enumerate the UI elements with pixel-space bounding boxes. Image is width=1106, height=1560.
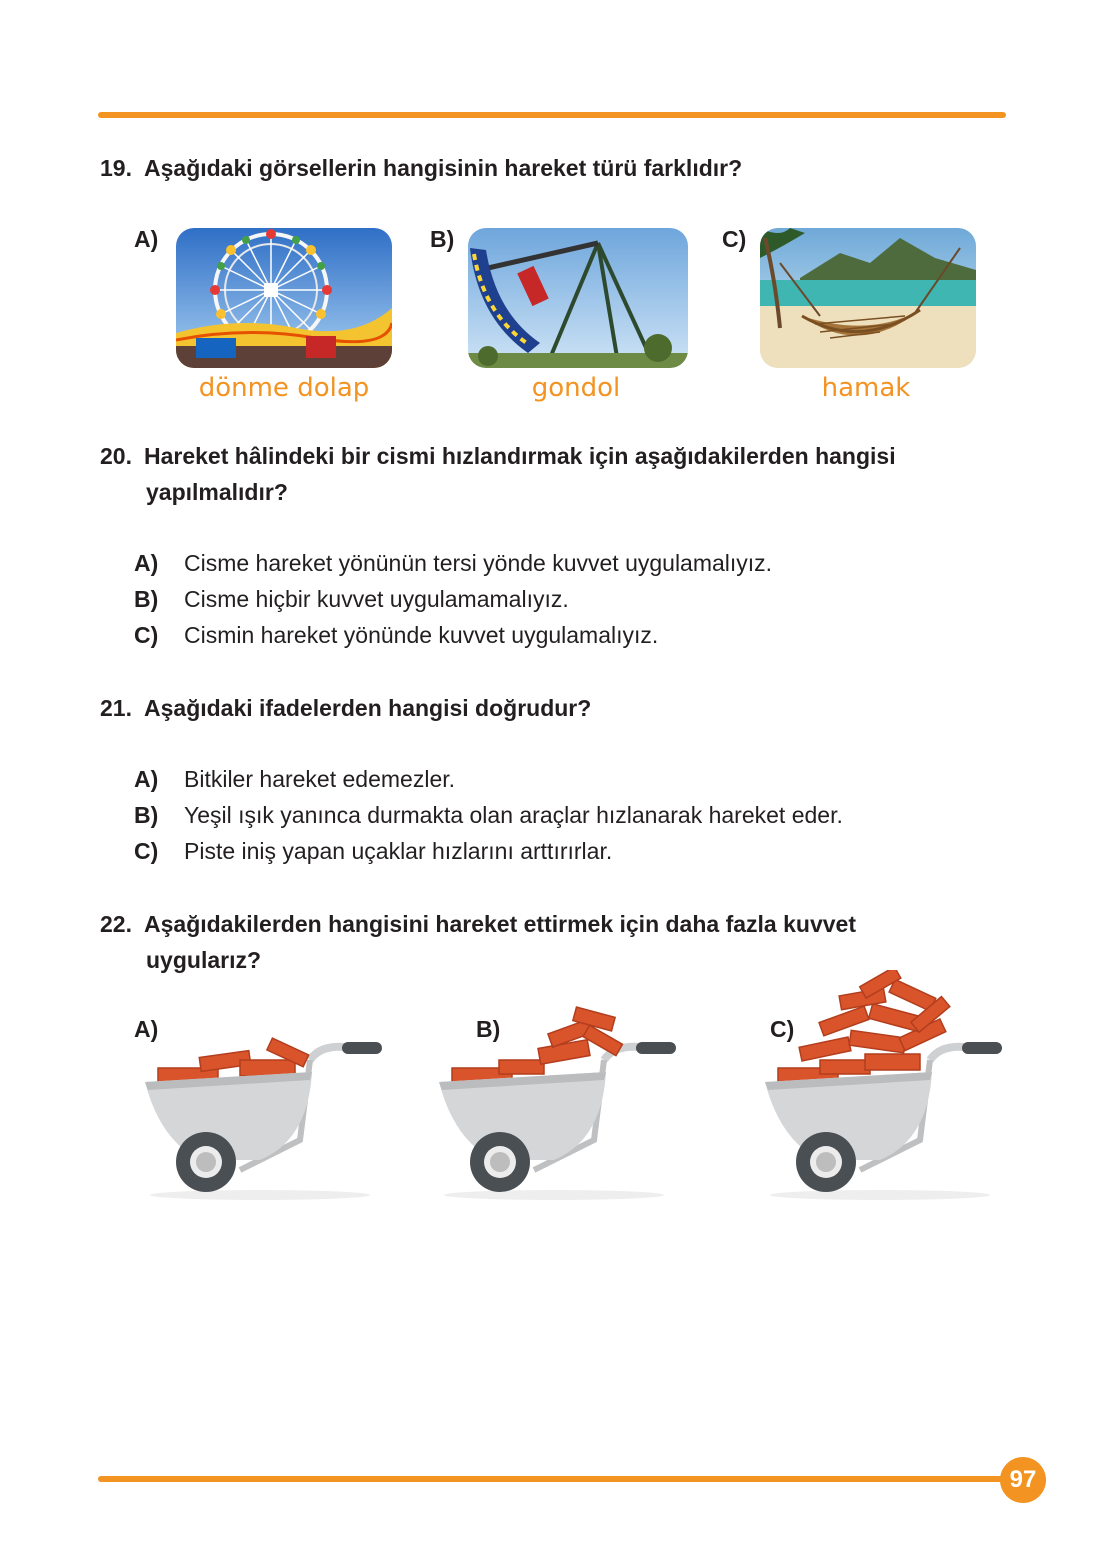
option-label: B) [134, 586, 159, 612]
q21-option-b[interactable] [134, 797, 843, 833]
ferris-wheel-caption: dönme dolap [198, 368, 370, 408]
question-text-line2: yapılmalıdır? [146, 479, 288, 505]
question-20 [100, 438, 896, 510]
question-number: 22. [100, 911, 132, 937]
q20-options [134, 545, 772, 653]
question-19 [100, 150, 742, 186]
option-label: B) [134, 802, 159, 828]
page-number: 97 [1000, 1457, 1046, 1503]
question-21 [100, 690, 591, 726]
hammock-caption: hamak [798, 368, 934, 408]
option-text: Cisme hiçbir kuvvet uygulamamalıyız. [184, 586, 569, 612]
question-text-line2: uygularız? [146, 947, 262, 973]
option-text: Yeşil ışık yanınca durmakta olan araçlar hızlanarak hareket eder. [184, 802, 843, 828]
option-text: Cisme hareket yönünün tersi yönde kuvvet uygulamalıyız. [184, 550, 773, 576]
q20-option-c[interactable] [134, 617, 772, 653]
question-text: Aşağıdaki ifadelerden hangisi doğrudur? [144, 695, 592, 721]
hammock-image[interactable] [760, 228, 976, 368]
question-text-line1: Hareket hâlindeki bir cismi hızlandırmak için aşağıdakilerden hangisi [144, 443, 896, 469]
bottom-divider [98, 1476, 1008, 1482]
option-label: A) [134, 550, 159, 576]
option-label: A) [134, 766, 159, 792]
q19-option-b-label[interactable]: B) [430, 226, 455, 252]
swing-ride-caption: gondol [508, 368, 644, 408]
question-text-line1: Aşağıdakilerden hangisini hareket ettirmek için daha fazla kuvvet [144, 911, 856, 937]
wheelbarrow-few-bricks-icon[interactable] [140, 1020, 390, 1200]
q21-option-c[interactable] [134, 833, 843, 869]
option-label: C) [134, 838, 159, 864]
q20-option-b[interactable] [134, 581, 772, 617]
q22-option-b-label[interactable]: B) [476, 1016, 501, 1042]
q20-option-a[interactable] [134, 545, 772, 581]
question-number: 20. [100, 443, 132, 469]
option-text: Bitkiler hareket edemezler. [184, 766, 456, 792]
wheelbarrow-medium-bricks-icon[interactable] [434, 1000, 684, 1200]
question-text: Aşağıdaki görsellerin hangisinin hareket türü farklıdır? [144, 155, 743, 181]
top-divider [98, 112, 1006, 118]
q19-option-c-label[interactable]: C) [722, 226, 747, 252]
wheelbarrow-many-bricks-icon[interactable] [760, 970, 1010, 1200]
question-number: 19. [100, 155, 132, 181]
q19-option-a-label[interactable]: A) [134, 226, 159, 252]
q21-options [134, 761, 843, 869]
q22-option-a-label[interactable]: A) [134, 1016, 159, 1042]
option-text: Cismin hareket yönünde kuvvet uygulamalıyız. [184, 622, 659, 648]
question-22 [100, 906, 856, 978]
option-label: C) [134, 622, 159, 648]
option-text: Piste iniş yapan uçaklar hızlarını arttırırlar. [184, 838, 613, 864]
swing-ride-image[interactable] [468, 228, 688, 368]
ferris-wheel-image[interactable] [176, 228, 392, 368]
question-number: 21. [100, 695, 132, 721]
q22-option-c-label[interactable]: C) [770, 1016, 795, 1042]
q21-option-a[interactable] [134, 761, 843, 797]
